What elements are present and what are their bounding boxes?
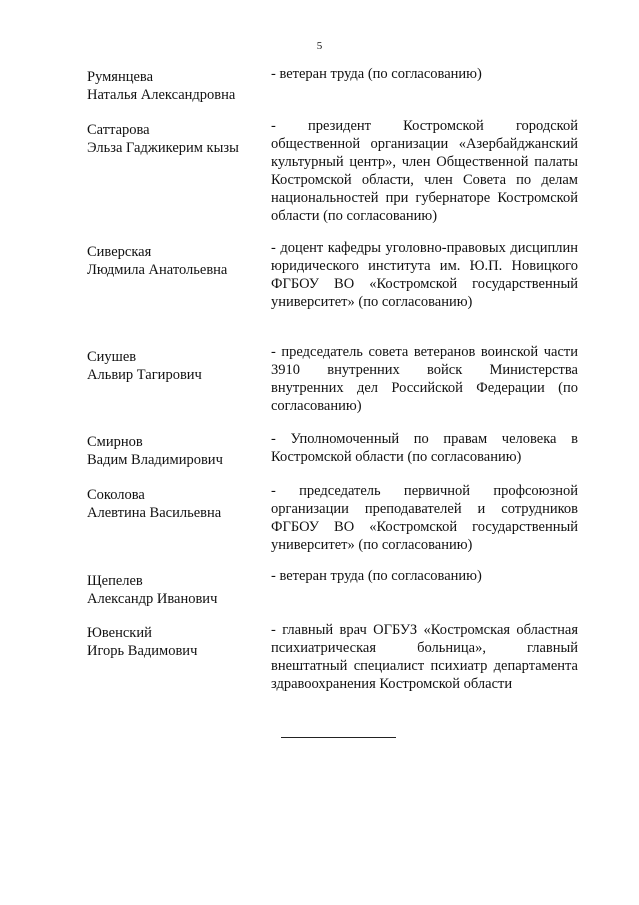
member-given-names: Альвир Тагирович [87, 367, 202, 383]
member-surname: Соколова [87, 487, 145, 503]
member-role: - Уполномоченный по правам человека в Костромской области (по согласованию) [271, 431, 578, 465]
member-surname: Румянцева [87, 69, 154, 85]
member-given-names: Александр Иванович [87, 591, 218, 607]
member-name [87, 624, 262, 660]
member-name [87, 572, 262, 608]
page-number: 5 [316, 40, 323, 52]
member-role: - ветеран труда (по согласованию) [271, 66, 482, 82]
member-surname: Смирнов [87, 434, 143, 450]
member-role: - председатель первичной профсоюзной организации преподавателей и сотрудников ФГБОУ ВО «Костромской государственный университет» (по согласованию) [271, 483, 578, 553]
member-role: - президент Костромской городской общественной организации «Азербайджанский культурный центр», член Общественной палаты Костромской области, член Совета по делам национальностей при губернаторе Костромской области (по согласованию) [271, 118, 578, 224]
member-role: - ветеран труда (по согласованию) [271, 568, 482, 584]
member-given-names: Алевтина Васильевна [87, 505, 222, 521]
member-given-names: Людмила Анатольевна [87, 262, 228, 278]
member-surname: Сиушев [87, 349, 137, 365]
member-surname: Ювенский [87, 625, 152, 641]
member-name [87, 121, 262, 157]
member-name [87, 348, 262, 384]
member-role: - доцент кафедры уголовно-правовых дисциплин юридического института им. Ю.П. Новицкого ФГБОУ ВО «Костромской государственный университет» (по согласованию) [271, 240, 578, 310]
member-surname: Сиверская [87, 244, 152, 260]
member-surname: Щепелев [87, 573, 143, 589]
member-role: - председатель совета ветеранов воинской части 3910 внутренних войск Министерства внутренних дел Российской Федерации (по согласованию) [271, 344, 578, 414]
member-given-names: Игорь Вадимович [87, 643, 198, 659]
member-given-names: Наталья Александровна [87, 87, 236, 103]
member-given-names: Вадим Владимирович [87, 452, 223, 468]
member-given-names: Эльза Гаджикерим кызы [87, 140, 239, 156]
member-surname: Саттарова [87, 122, 150, 138]
closing-rule [281, 737, 396, 738]
member-name [87, 486, 262, 522]
member-role: - главный врач ОГБУЗ «Костромская областная психиатрическая больница», главный внештатный специалист психиатр департамента здравоохранения Костромской области [271, 622, 578, 692]
member-name [87, 433, 262, 469]
member-name [87, 68, 262, 104]
member-name [87, 243, 262, 279]
